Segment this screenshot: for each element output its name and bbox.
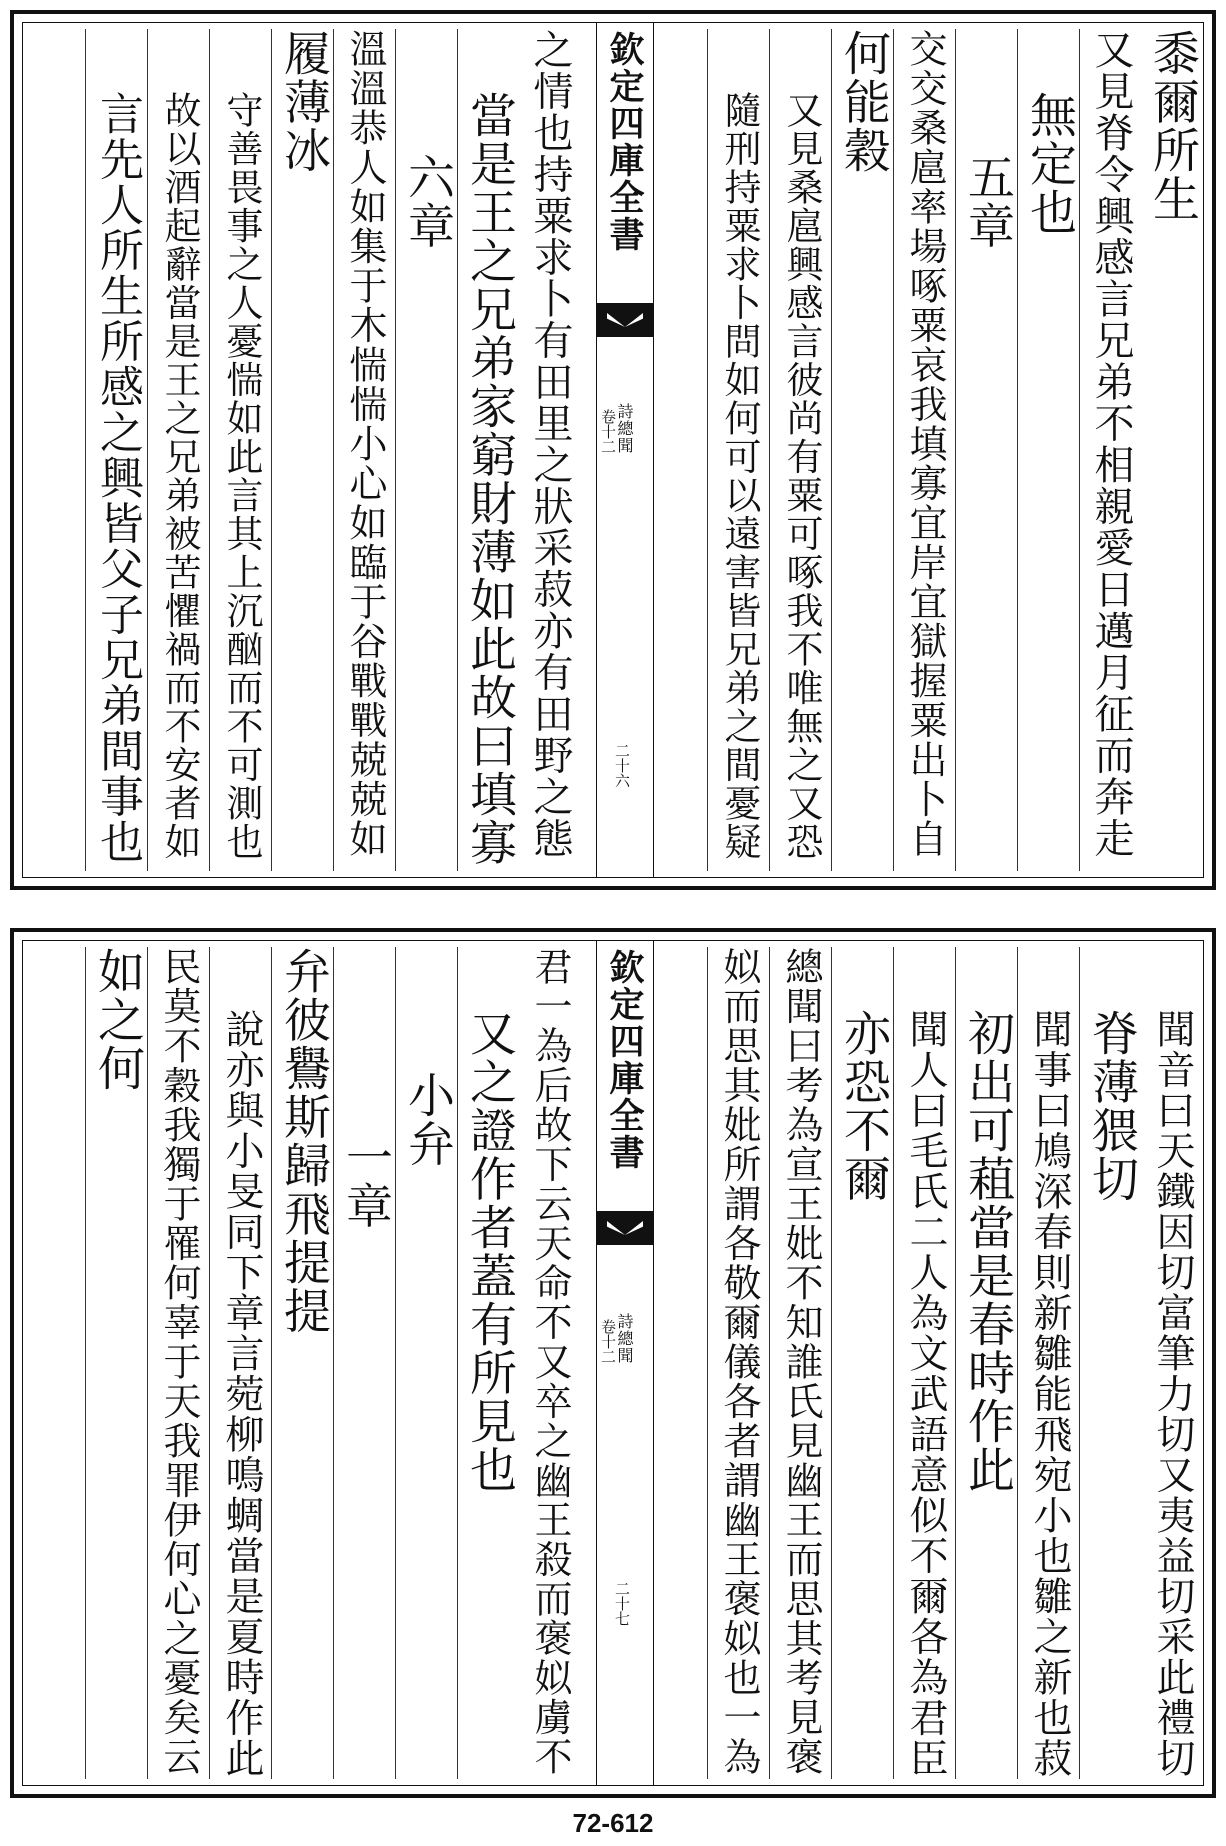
- column-text: 何能穀: [836, 29, 891, 175]
- text-column: [333, 947, 395, 1779]
- bottom-left-columns: [23, 941, 572, 1785]
- column-text: 一章: [338, 1133, 393, 1230]
- fishtail-ornament: [597, 303, 653, 337]
- text-column: [831, 947, 893, 1779]
- column-text: 君一為后故下云天命不又卒之幽王殺而褒姒虜不: [528, 947, 572, 1777]
- text-column: [147, 947, 209, 1779]
- top-left-columns: [23, 23, 573, 877]
- column-text: 又見桑扈興感言彼尚有粟可啄我不唯無之又恐: [780, 91, 823, 861]
- text-column: [893, 947, 955, 1779]
- top-page-frame: [22, 22, 1204, 878]
- book-title: 詩總聞: [615, 1313, 634, 1364]
- text-column: [707, 947, 769, 1779]
- book-title: 詩總聞: [615, 403, 634, 454]
- text-column: [893, 29, 955, 871]
- text-column: [707, 29, 769, 871]
- text-column: [1079, 947, 1141, 1779]
- text-column: [395, 947, 457, 1779]
- column-text: 初出可蒩當是春時作此: [960, 1009, 1015, 1494]
- text-column: [831, 29, 893, 871]
- column-text: 小弁: [400, 1071, 455, 1168]
- page-number: 二十六: [613, 743, 631, 788]
- bottom-page: [10, 928, 1216, 1798]
- text-column: [1017, 29, 1079, 871]
- text-column: [271, 947, 333, 1779]
- column-text: 聞人曰毛氏二人為文武語意似不爾各為君臣: [903, 1009, 948, 1779]
- library-title: 欽定四庫全書: [604, 949, 645, 1171]
- text-column: [519, 29, 581, 871]
- column-text: 如之何: [90, 947, 145, 1093]
- column-text: 黍爾所生: [1145, 29, 1200, 223]
- text-column: [955, 947, 1017, 1779]
- bottom-page-frame: [22, 940, 1204, 1786]
- top-page: [10, 10, 1216, 890]
- column-text: 弁彼鸒斯歸飛提提: [276, 947, 331, 1335]
- column-text: 溫溫恭人如集于木惴惴小心如臨于谷戰戰兢兢如: [343, 29, 387, 859]
- page-footer-number: 72-612: [572, 1808, 654, 1838]
- text-column: [769, 947, 831, 1779]
- column-text: 無定也: [1022, 91, 1077, 237]
- text-column: [209, 947, 271, 1779]
- column-text: 履薄冰: [276, 29, 331, 175]
- column-text: 故以酒起辭當是王之兄弟被苦懼禍而不安者如: [158, 91, 201, 861]
- text-column: [769, 29, 831, 871]
- column-text: 說亦與小旻同下章言菀柳鳴蜩當是夏時作此: [219, 1009, 264, 1779]
- column-text: 又見脊令興感言兄弟不相親愛日邁月征而奔走: [1088, 29, 1134, 859]
- text-column: [1141, 29, 1203, 871]
- library-title: 欽定四庫全書: [604, 31, 645, 253]
- page-number: 二十七: [613, 1581, 631, 1626]
- text-column: [1141, 947, 1203, 1779]
- column-text: 姒而思其妣所謂各敬爾儀各者謂幽王褒姒也一為: [717, 947, 761, 1777]
- fishtail-ornament: [597, 1211, 653, 1245]
- column-text: 亦恐不爾: [836, 1009, 891, 1203]
- text-column: [209, 29, 271, 871]
- column-text: 脊薄猥切: [1084, 1009, 1139, 1203]
- center-fold-column: [596, 23, 654, 877]
- text-column: [85, 29, 147, 871]
- center-fold-column: [596, 941, 654, 1785]
- column-text: 守善畏事之人憂惴如此言其上沉酗而不可測也: [220, 91, 263, 861]
- column-text: 當是王之兄弟家窮財薄如此故曰填寡: [462, 91, 517, 867]
- text-column: [457, 947, 519, 1779]
- column-text: 總聞曰考為宣王妣不知誰氏見幽王而思其考見褒: [779, 947, 823, 1777]
- volume-label: 卷十二: [599, 409, 617, 454]
- text-column: [395, 29, 457, 871]
- column-text: 交交桑扈率場啄粟哀我填寡宜岸宜獄握粟出卜自: [903, 29, 947, 859]
- text-column: [271, 29, 333, 871]
- text-column: [1017, 947, 1079, 1779]
- column-text: 之情也持粟求卜有田里之狀采菽亦有田野之態: [527, 29, 573, 859]
- column-text: 民莫不穀我獨于罹何辜于天我罪伊何心之憂矣云: [157, 947, 201, 1777]
- column-text: 又之證作者蓋有所見也: [462, 1009, 517, 1494]
- volume-label: 卷十二: [599, 1319, 617, 1364]
- bottom-right-columns: [703, 941, 1203, 1785]
- text-column: [333, 29, 395, 871]
- column-text: 隨刑持粟求卜問如何可以遠害皆兄弟之間憂疑: [718, 91, 761, 861]
- text-column: [85, 947, 147, 1779]
- column-text: 六章: [400, 153, 455, 250]
- column-text: 聞事曰鳩深春則新雛能飛宛小也雛之新也菽: [1027, 1009, 1072, 1779]
- text-column: [1079, 29, 1141, 871]
- column-text: 言先人所生所感之興皆父子兄弟間事也: [92, 91, 143, 865]
- top-right-columns: [703, 23, 1203, 877]
- text-column: [955, 29, 1017, 871]
- column-text: 聞音曰天鐵因切富筆力切又夷益切采此禮切: [1150, 1009, 1195, 1779]
- text-column: [519, 947, 581, 1779]
- column-text: 五章: [960, 153, 1015, 250]
- text-column: [457, 29, 519, 871]
- text-column: [147, 29, 209, 871]
